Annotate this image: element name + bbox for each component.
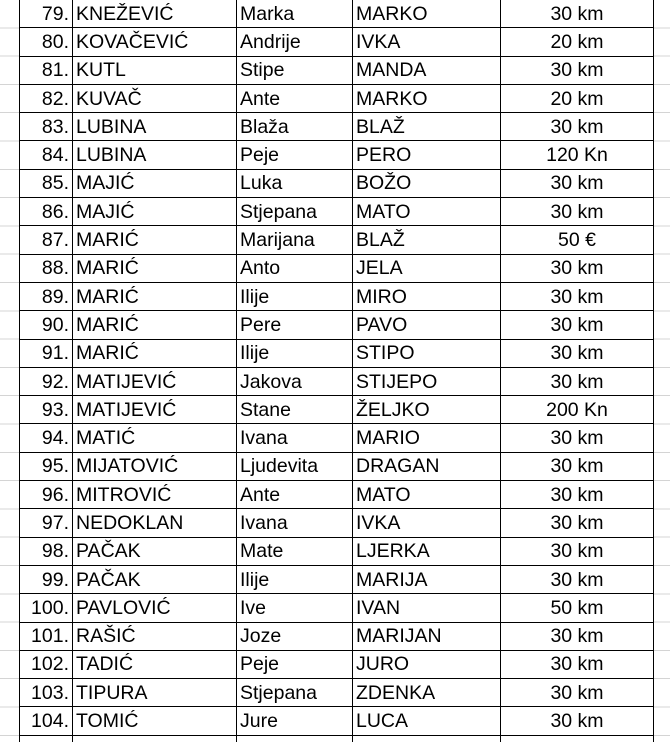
first-name-cell[interactable]: MIRO xyxy=(353,282,501,310)
first-name-cell[interactable]: PAVO xyxy=(353,311,501,339)
first-name-cell[interactable]: BOŽO xyxy=(353,169,501,197)
father-name-cell[interactable]: Anto xyxy=(237,254,353,282)
row-number-cell[interactable]: 82. xyxy=(20,84,73,112)
father-name-cell[interactable]: Ante xyxy=(237,481,353,509)
surname-cell[interactable]: RAŠIĆ xyxy=(73,622,237,650)
father-name-cell[interactable]: Ante xyxy=(237,84,353,112)
row-number-cell[interactable]: 102. xyxy=(20,650,73,678)
amount-cell[interactable]: 30 km xyxy=(501,622,654,650)
table-row xyxy=(20,396,654,424)
table-row xyxy=(20,254,654,282)
first-name-cell[interactable]: BLAŽ xyxy=(353,226,501,254)
father-name-cell[interactable]: Peje xyxy=(237,141,353,169)
father-name-cell[interactable]: Ilije xyxy=(237,282,353,310)
table-row xyxy=(20,565,654,593)
surname-cell[interactable]: MARIĆ xyxy=(73,282,237,310)
row-number-cell[interactable]: 95. xyxy=(20,452,73,480)
first-name-cell[interactable]: IVKA xyxy=(353,509,501,537)
first-name-cell[interactable]: IVAN xyxy=(353,594,501,622)
father-name-cell[interactable]: Stane xyxy=(237,396,353,424)
row-number-cell[interactable]: 99. xyxy=(20,565,73,593)
row-number-cell[interactable]: 89. xyxy=(20,282,73,310)
row-number-cell[interactable]: 85. xyxy=(20,169,73,197)
first-name-cell[interactable]: ŽELJKO xyxy=(353,396,501,424)
father-name-cell[interactable]: Ivana xyxy=(237,424,353,452)
father-name-cell[interactable]: Andrije xyxy=(237,28,353,56)
amount-cell[interactable]: 30 km xyxy=(501,650,654,678)
table-row xyxy=(20,424,654,452)
table-row xyxy=(20,537,654,565)
surname-cell[interactable]: MAJIĆ xyxy=(73,169,237,197)
table-row xyxy=(20,113,654,141)
row-number-cell[interactable]: 100. xyxy=(20,594,73,622)
cell-cut-off xyxy=(353,735,501,742)
amount-cell[interactable]: 30 km xyxy=(501,254,654,282)
amount-cell[interactable]: 30 km xyxy=(501,707,654,735)
father-name-cell[interactable]: Ivana xyxy=(237,509,353,537)
father-name-cell[interactable]: Joze xyxy=(237,622,353,650)
table-row xyxy=(20,141,654,169)
surname-cell[interactable]: PAČAK xyxy=(73,537,237,565)
amount-cell[interactable]: 20 km xyxy=(501,28,654,56)
row-number-cell[interactable]: 104. xyxy=(20,707,73,735)
amount-cell[interactable]: 30 km xyxy=(501,198,654,226)
surname-cell[interactable]: KUVAČ xyxy=(73,84,237,112)
row-number-cell[interactable]: 88. xyxy=(20,254,73,282)
first-name-cell[interactable]: JELA xyxy=(353,254,501,282)
amount-cell[interactable]: 30 km xyxy=(501,537,654,565)
amount-cell[interactable]: 30 km xyxy=(501,452,654,480)
table-row xyxy=(20,0,654,28)
first-name-cell[interactable]: LJERKA xyxy=(353,537,501,565)
row-number-cell[interactable]: 81. xyxy=(20,56,73,84)
surname-cell[interactable]: MAJIĆ xyxy=(73,198,237,226)
row-number-cell[interactable]: 79. xyxy=(20,0,73,28)
table-row-partial xyxy=(20,735,654,742)
table-row xyxy=(20,226,654,254)
cell-cut-off xyxy=(20,735,73,742)
row-number-cell[interactable]: 93. xyxy=(20,396,73,424)
table-row xyxy=(20,452,654,480)
first-name-cell[interactable]: MATO xyxy=(353,198,501,226)
first-name-cell[interactable]: MARIO xyxy=(353,424,501,452)
table-row xyxy=(20,84,654,112)
surname-cell[interactable]: KNEŽEVIĆ xyxy=(73,0,237,28)
father-name-cell[interactable]: Stipe xyxy=(237,56,353,84)
table-row xyxy=(20,169,654,197)
first-name-cell[interactable]: STIPO xyxy=(353,339,501,367)
surname-cell[interactable]: TOMIĆ xyxy=(73,707,237,735)
amount-cell[interactable]: 20 km xyxy=(501,84,654,112)
row-number-cell[interactable]: 87. xyxy=(20,226,73,254)
surname-cell[interactable]: KUTL xyxy=(73,56,237,84)
amount-cell[interactable]: 30 km xyxy=(501,56,654,84)
surname-cell[interactable]: MARIĆ xyxy=(73,226,237,254)
amount-cell[interactable]: 30 km xyxy=(501,367,654,395)
row-number-cell[interactable]: 101. xyxy=(20,622,73,650)
first-name-cell[interactable]: DRAGAN xyxy=(353,452,501,480)
father-name-cell[interactable]: Marijana xyxy=(237,226,353,254)
table-body xyxy=(20,0,654,742)
father-name-cell[interactable]: Ilije xyxy=(237,565,353,593)
gridline-margin-left xyxy=(0,0,19,742)
cell-cut-off xyxy=(501,735,654,742)
table-row xyxy=(20,594,654,622)
surname-cell[interactable]: MATIJEVIĆ xyxy=(73,367,237,395)
amount-cell[interactable]: 30 km xyxy=(501,113,654,141)
father-name-cell[interactable]: Peje xyxy=(237,650,353,678)
first-name-cell[interactable]: ZDENKA xyxy=(353,679,501,707)
amount-cell[interactable]: 30 km xyxy=(501,679,654,707)
amount-cell[interactable]: 50 € xyxy=(501,226,654,254)
father-name-cell[interactable]: Marka xyxy=(237,0,353,28)
table-row xyxy=(20,282,654,310)
table-row xyxy=(20,311,654,339)
row-number-cell[interactable]: 90. xyxy=(20,311,73,339)
first-name-cell[interactable]: IVKA xyxy=(353,28,501,56)
row-number-cell[interactable]: 84. xyxy=(20,141,73,169)
cell-cut-off xyxy=(73,735,237,742)
first-name-cell[interactable]: STIJEPO xyxy=(353,367,501,395)
row-number-cell[interactable]: 83. xyxy=(20,113,73,141)
surname-cell[interactable]: MIJATOVIĆ xyxy=(73,452,237,480)
first-name-cell[interactable]: JURO xyxy=(353,650,501,678)
surname-cell[interactable]: MATIJEVIĆ xyxy=(73,396,237,424)
surname-cell[interactable]: NEDOKLAN xyxy=(73,509,237,537)
table-row xyxy=(20,198,654,226)
table-row xyxy=(20,622,654,650)
table-row xyxy=(20,56,654,84)
amount-cell[interactable]: 30 km xyxy=(501,339,654,367)
surname-cell[interactable]: MARIĆ xyxy=(73,339,237,367)
table-row xyxy=(20,339,654,367)
first-name-cell[interactable]: LUCA xyxy=(353,707,501,735)
surname-cell[interactable]: TADIĆ xyxy=(73,650,237,678)
father-name-cell[interactable]: Ilije xyxy=(237,339,353,367)
table-row xyxy=(20,367,654,395)
row-number-cell[interactable]: 92. xyxy=(20,367,73,395)
father-name-cell[interactable]: Luka xyxy=(237,169,353,197)
amount-cell[interactable]: 30 km xyxy=(501,424,654,452)
table-row xyxy=(20,707,654,735)
row-number-cell[interactable]: 98. xyxy=(20,537,73,565)
table-row xyxy=(20,650,654,678)
row-number-cell[interactable]: 91. xyxy=(20,339,73,367)
surname-cell[interactable]: MITROVIĆ xyxy=(73,481,237,509)
table-row xyxy=(20,509,654,537)
table-row xyxy=(20,679,654,707)
table-row xyxy=(20,481,654,509)
table-row xyxy=(20,28,654,56)
amount-cell[interactable]: 30 km xyxy=(501,169,654,197)
amount-cell[interactable]: 50 km xyxy=(501,594,654,622)
amount-cell[interactable]: 30 km xyxy=(501,481,654,509)
surname-cell[interactable]: PAVLOVIĆ xyxy=(73,594,237,622)
amount-cell[interactable]: 30 km xyxy=(501,0,654,28)
father-name-cell[interactable]: Mate xyxy=(237,537,353,565)
amount-cell[interactable]: 30 km xyxy=(501,282,654,310)
father-name-cell[interactable]: Jakova xyxy=(237,367,353,395)
amount-cell[interactable]: 30 km xyxy=(501,509,654,537)
father-name-cell[interactable]: Pere xyxy=(237,311,353,339)
amount-cell[interactable]: 200 Kn xyxy=(501,396,654,424)
first-name-cell[interactable]: BLAŽ xyxy=(353,113,501,141)
row-number-cell[interactable]: 94. xyxy=(20,424,73,452)
surname-cell[interactable]: LUBINA xyxy=(73,113,237,141)
surname-cell[interactable]: KOVAČEVIĆ xyxy=(73,28,237,56)
surname-cell[interactable]: MATIĆ xyxy=(73,424,237,452)
father-name-cell[interactable]: Stjepana xyxy=(237,198,353,226)
first-name-cell[interactable]: MANDA xyxy=(353,56,501,84)
gridline-margin-right xyxy=(653,0,670,742)
first-name-cell[interactable]: PERO xyxy=(353,141,501,169)
first-name-cell[interactable]: MARKO xyxy=(353,0,501,28)
surname-cell[interactable]: MARIĆ xyxy=(73,311,237,339)
row-number-cell[interactable]: 97. xyxy=(20,509,73,537)
amount-cell[interactable]: 120 Kn xyxy=(501,141,654,169)
cell-cut-off xyxy=(237,735,353,742)
row-number-cell[interactable]: 96. xyxy=(20,481,73,509)
first-name-cell[interactable]: MARIJA xyxy=(353,565,501,593)
first-name-cell[interactable]: MARKO xyxy=(353,84,501,112)
surname-cell[interactable]: PAČAK xyxy=(73,565,237,593)
row-number-cell[interactable]: 80. xyxy=(20,28,73,56)
father-name-cell[interactable]: Blaža xyxy=(237,113,353,141)
row-number-cell[interactable]: 103. xyxy=(20,679,73,707)
father-name-cell[interactable]: Ljudevita xyxy=(237,452,353,480)
amount-cell[interactable]: 30 km xyxy=(501,311,654,339)
amount-cell[interactable]: 30 km xyxy=(501,565,654,593)
surname-cell[interactable]: MARIĆ xyxy=(73,254,237,282)
row-number-cell[interactable]: 86. xyxy=(20,198,73,226)
first-name-cell[interactable]: MARIJAN xyxy=(353,622,501,650)
father-name-cell[interactable]: Ive xyxy=(237,594,353,622)
donor-table xyxy=(19,0,654,742)
surname-cell[interactable]: LUBINA xyxy=(73,141,237,169)
first-name-cell[interactable]: MATO xyxy=(353,481,501,509)
father-name-cell[interactable]: Jure xyxy=(237,707,353,735)
father-name-cell[interactable]: Stjepana xyxy=(237,679,353,707)
surname-cell[interactable]: TIPURA xyxy=(73,679,237,707)
